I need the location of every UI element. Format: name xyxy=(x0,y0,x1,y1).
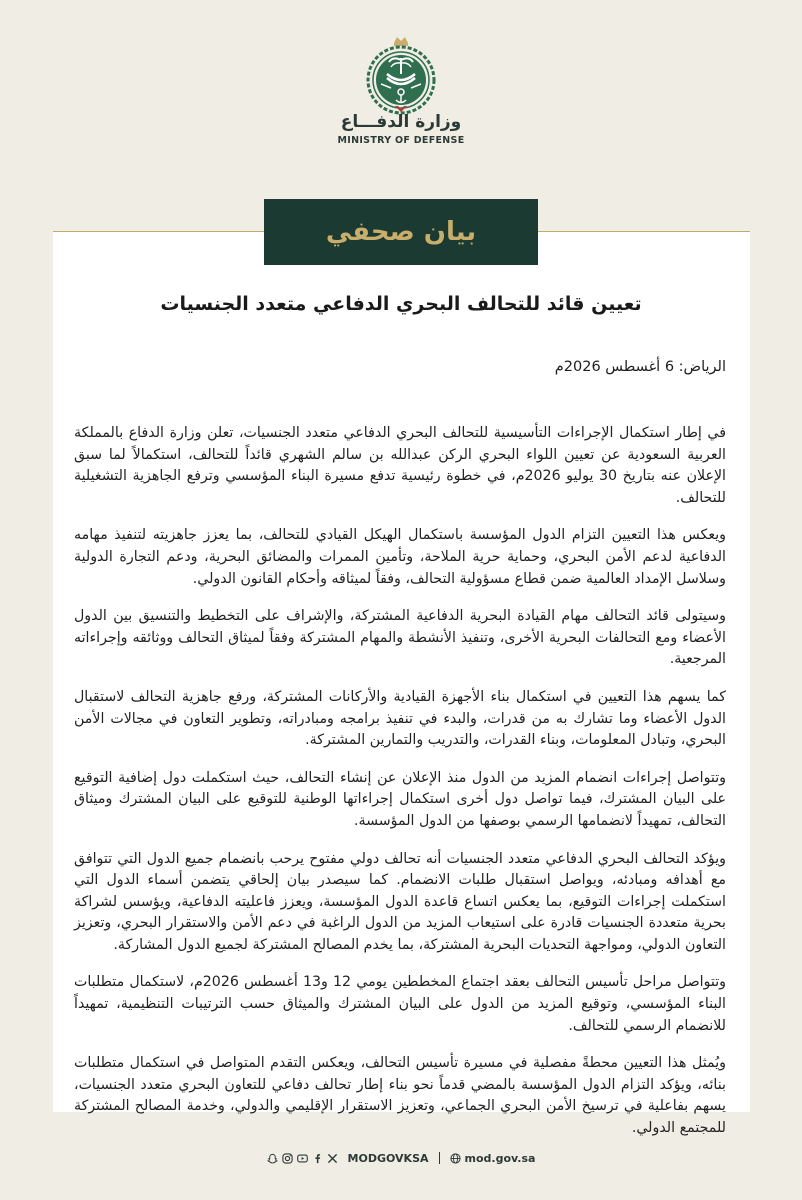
press-release-banner xyxy=(264,199,538,265)
ministry-name-ar: وزارة الدفـــاع xyxy=(340,112,462,132)
body-paragraph: وتتواصل مراحل تأسيس التحالف بعقد اجتماع المخططين يومي 12 و13 أغسطس 2026م، لاستكمال متطلبات البناء المؤسسي، وتوقيع المزيد من الدول على البيان المشترك والميثاق حسب الترتيبات التنظيمية، تمهيداً للانضمام الرسمي للتحالف. xyxy=(74,974,726,1034)
header xyxy=(0,0,802,160)
ministry-emblem-icon xyxy=(359,34,443,118)
body-paragraph: وسيتولى قائد التحالف مهام القيادة البحرية الدفاعية المشتركة، والإشراف على التخطيط والتنسيق بين الدول الأعضاء ومع التحالفات البحرية الأخرى، وتنفيذ الأنشطة والمهام المشتركة وفقاً لميثاق التحالف ووثائقه وإجراءاته المرجعية. xyxy=(74,608,726,668)
body-paragraph: ويؤكد التحالف البحري الدفاعي متعدد الجنسيات أنه تحالف دولي مفتوح يرحب بانضمام جميع الدول التي تتوافق مع أهدافه ومبادئه، ويواصل استقبال طلبات الانضمام. كما سيصدر بيان إلحاقي يتضمن أسماء الدول التي استكملت إجراءات التوقيع، بما يعكس اتساع قاعدة الدول المؤسسة، ويعزز فاعليته الدفاعية، ويؤسس لشراكة بحرية متعددة الجنسيات قادرة على استيعاب المزيد من الدول الراغبة في دعم الأمن والاستقرار البحري، وتعزيز التعاون الدولي، ومواجهة التحديات البحرية المشتركة، بما يخدم المصالح المشتركة لجميع الدول المشاركة. xyxy=(74,850,726,953)
x-icon[interactable] xyxy=(327,1153,338,1164)
facebook-icon[interactable] xyxy=(312,1153,323,1164)
ministry-name-en: MINISTRY OF DEFENSE xyxy=(337,135,465,146)
body-paragraph: كما يسهم هذا التعيين في استكمال بناء الأجهزة القيادية والأركانات المشتركة، ورفع جاهزية التحالف لاستقبال الدول الأعضاء وما تشارك به من قدرات، والبدء في تنفيذ برامجه ومبادراته، وتطوير التعاون في مجالات الأمن البحري، وتبادل المعلومات، وبناء القدرات، والتدريب والتمارين المشتركة. xyxy=(74,688,726,749)
website-link[interactable] xyxy=(450,1152,536,1165)
snapchat-icon[interactable] xyxy=(267,1153,278,1164)
youtube-icon[interactable] xyxy=(297,1153,308,1164)
social-icons xyxy=(267,1153,338,1164)
social-handle[interactable]: MODGOVKSA xyxy=(347,1151,429,1165)
website-url: mod.gov.sa xyxy=(464,1151,536,1165)
footer-separator xyxy=(439,1152,440,1164)
instagram-icon[interactable] xyxy=(282,1153,293,1164)
body-paragraph: وتتواصل إجراءات انضمام المزيد من الدول منذ الإعلان عن إنشاء التحالف، حيث استكملت دول إضافية التوقيع على البيان المشترك، فيما تواصل دول أخرى استكمال إجراءاتها الوطنية للتوقيع على البيان المشترك وميثاق التحالف، تمهيداً لانضمامها الرسمي بوصفها من الدول المؤسسة. xyxy=(74,769,726,829)
press-release-label: بيان صحفي xyxy=(325,217,477,247)
footer xyxy=(0,1146,802,1170)
document-body xyxy=(74,423,726,1156)
body-paragraph: في إطار استكمال الإجراءات التأسيسية للتحالف البحري الدفاعي متعدد الجنسيات، تعلن وزارة الدفاع بالمملكة العربية السعودية عن تعيين اللواء البحري الركن عبدالله بن سالم الشهري قائداً للتحالف، استكمالاً لما سبق الإعلان عنه بتاريخ 30 يوليو 2026م، في خطوة رئيسية تدفع مسيرة البناء المؤسسي وترفع الجاهزية التشغيلية للتحالف. xyxy=(74,425,726,506)
document-title: تعيين قائد للتحالف البحري الدفاعي متعدد الجنسيات xyxy=(160,293,642,315)
dateline: الرياض: 6 أغسطس 2026م xyxy=(554,359,726,375)
globe-icon xyxy=(450,1153,461,1164)
body-paragraph: ويعكس هذا التعيين التزام الدول المؤسسة باستكمال الهيكل القيادي للتحالف، بما يعزز جاهزيته لتنفيذ مهامه الدفاعية لدعم الأمن البحري، وحماية حرية الملاحة، وتأمين الممرات والمضائق البحرية، ودعم التجارة الدولية وسلاسل الإمداد العالمية ضمن قطاع مسؤولية التحالف، وفقاً لميثاقه وأحكام القانون الدولي. xyxy=(74,527,726,587)
body-paragraph: ويُمثل هذا التعيين محطةً مفصلية في مسيرة تأسيس التحالف، ويعكس التقدم المتواصل في استكمال متطلبات بنائه، ويؤكد التزام الدول المؤسسة بالمضي قدماً نحو بناء إطار تحالف دفاعي للتعاون البحري متعدد الجنسيات، يسهم بفاعلية في ترسيخ الأمن البحري الجماعي، وتعزيز الاستقرار الإقليمي والدولي، وخدمة المصالح المشتركة للمجتمع الدولي. xyxy=(74,1055,726,1137)
